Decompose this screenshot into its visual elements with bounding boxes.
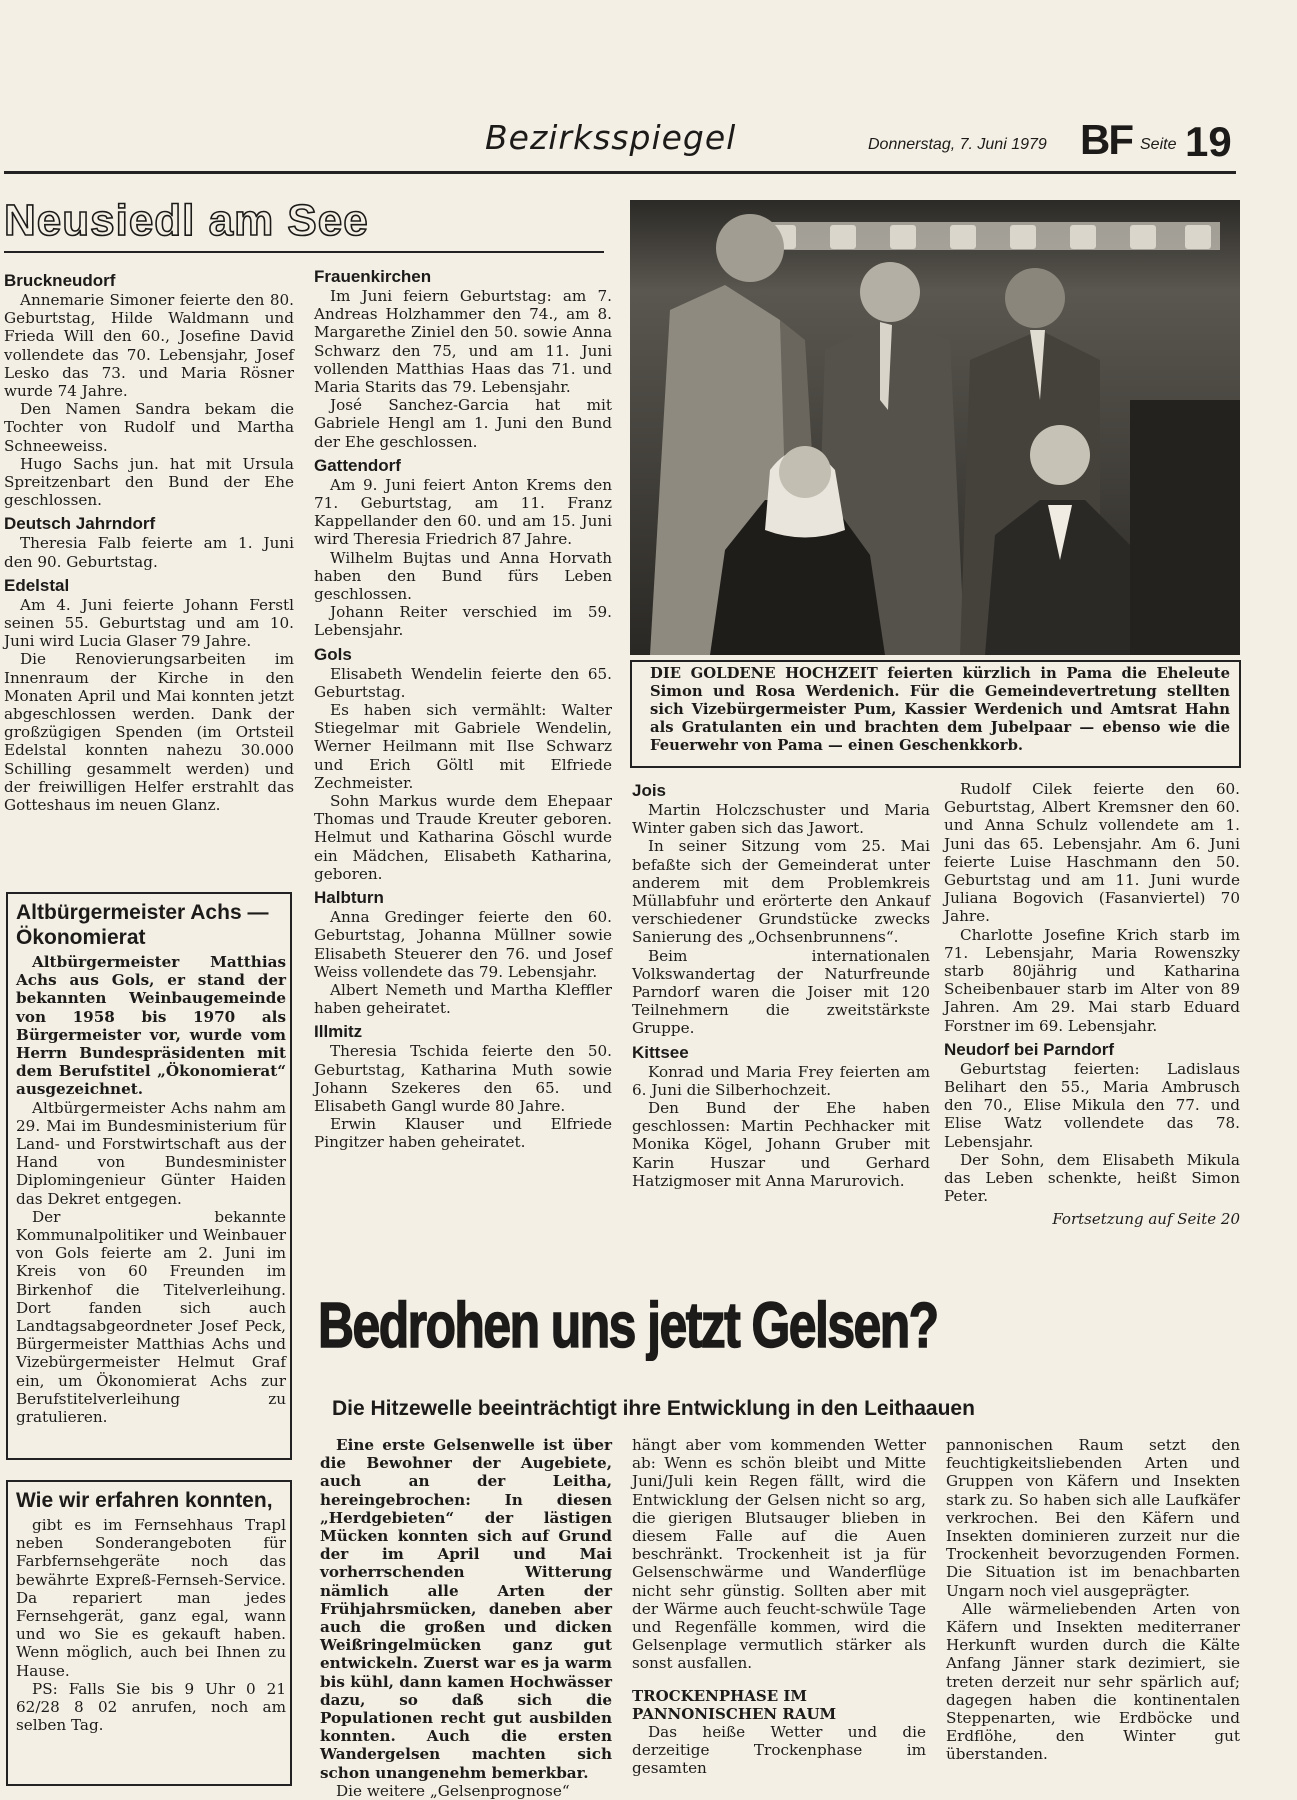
item-gattendorf <box>314 455 612 640</box>
box-paragraph: PS: Falls Sie bis 9 Uhr 0 21 62/28 8 02 anrufen, noch am selben Tag. <box>16 1679 286 1735</box>
header-rule <box>4 171 1236 174</box>
news-paragraph: Im Juni feiern Geburtstag: am 7. Andreas Holzhammer den 74., am 8. Margarethe Ziniel den 50. sowie Anna Schwarz den 75, und am 11. Juni vollenden Matthias Haas das 71. und Maria Starits das 79. Lebensjahr. <box>314 287 612 397</box>
item-deutsch-jahrndorf <box>4 513 294 570</box>
place-heading: Neudorf bei Parndorf <box>944 1039 1115 1059</box>
news-paragraph: Theresia Falb feierte am 1. Juni den 90. Geburtstag. <box>4 534 294 571</box>
news-paragraph: Am 9. Juni feiert Anton Krems den 71. Geburtstag, am 11. Franz Kappellander den 60. und am 15. Juni wird Theresia Friedrich 87 Jahre. <box>314 475 612 549</box>
place-heading: Edelstal <box>4 575 70 595</box>
story-column-1 <box>320 1436 612 1800</box>
place-heading: Halbturn <box>314 888 384 908</box>
news-paragraph: Es haben sich vermählt: Walter Stiegelmar mit Gabriele Wendelin, Werner Heilmann mit Ilse Schwarz und Erich Göltl mit Elfriede Zechmeister. <box>314 701 612 792</box>
box-wie-wir-erfahren-content <box>16 1488 286 1734</box>
story-lead: Eine erste Gelsenwelle ist über die Bewohner der Augebiete, auch an der Leitha, hereingebrochen: In diesen „Herdgebieten“ der lästigen Mücken konnten sich auf Grund der im April und Mai vorherrschenden Witterung nämlich alle Arten der Frühjahrsmücken, daneben aber auch die großen und dicken Weißringelmücken ganz gut entwickeln. Zuerst war es ja warm bis kühl, dann kamen Hochwässer dazu, so daß sich die Populationen recht gut ausbilden konnten. Auch die ersten Wandergelsen machten sich schon unangenehm bemerkbar. <box>320 1436 612 1782</box>
story-paragraph: pannonischen Raum setzt den feuchtigkeitsliebenden Arten und Gruppen von Käfern und Insekten stark zu. So haben sich alle Laufkäfer verkrochen. Bei den Käfern und Insekten dominieren zurzeit nur die Trockenheit bevorzugenden Formen. Die Situation ist im benachbarten Ungarn noch viel ausgeprägter. <box>946 1436 1240 1600</box>
place-heading: Gols <box>314 644 352 664</box>
section-title: Bezirksspiegel <box>485 118 737 157</box>
column-3 <box>632 780 930 1190</box>
place-heading: Jois <box>632 781 667 800</box>
news-paragraph: Den Namen Sandra bekam die Tochter von Rudolf und Martha Schneeweiss. <box>4 400 294 455</box>
news-paragraph: Geburtstag feierten: Ladislaus Belihart den 55., Maria Ambrusch den 70., Elise Mikula den 77. und Elise Watz vollendete das 78. Lebensjahr. <box>944 1059 1240 1151</box>
story-column-3 <box>946 1436 1240 1764</box>
news-paragraph: Sohn Markus wurde dem Ehepaar Thomas und Traude Kreuter geboren. Helmut und Katharina Göschl wurde ein Mädchen, Elisabeth Katharina, geboren. <box>314 792 612 883</box>
item-gols <box>314 644 612 883</box>
story-subhead: Die Hitzewelle beeinträchtigt ihre Entwicklung in den Leithaauen <box>332 1397 975 1420</box>
news-paragraph: Die Renovierungsarbeiten im Innenraum der Kirche in den Monaten April und Mai konnten jetzt abgeschlossen werden. Dank der großzügigen Spenden (im Ortsteil Edelstal konnten nahezu 30.000 Schilling gesammelt werden) und der freiwilligen Helfer erstrahlt das Gotteshaus im neuen Glanz. <box>4 650 294 815</box>
news-paragraph: Anna Gredinger feierte den 60. Geburtstag, Johanna Müllner sowie Elisabeth Steuerer den 76. und Josef Weiss vollendete das 79. Lebensjahr. <box>314 908 612 981</box>
photo-people-image <box>630 200 1240 655</box>
page-number: 19 <box>1185 118 1232 165</box>
story-paragraph: hängt aber vom kommenden Wetter ab: Wenn es schön bleibt und Mitte Juni/Juli kein Regen fällt, wird die Entwicklung der Gelsen nicht so arg, die gierigen Blutsauger blieben in diesem Falle auf die Auen beschränkt. Trockenheit ist ja für Gelsenschwärme und Wanderflüge nicht sehr günstig. Sollten aber mit der Wärme auch feucht-schwüle Tage und Regenfälle kommen, wird die Gelsenplage vermutlich stärker als sonst ausfallen. <box>632 1436 926 1673</box>
photo-caption: DIE GOLDENE HOCHZEIT feierten kürzlich in Pama die Eheleute Simon und Rosa Werdenich. Für die Gemeindevertretung stellten sich Vizebürgermeister Pum, Kassier Werdenich und Amtsrat Hahn als Gratulanten ein und brachten dem Jubelpaar — ebenso wie die Feuerwehr von Pama — einen Geschenkkorb. <box>650 665 1230 754</box>
news-paragraph: Konrad und Maria Frey feierten am 6. Juni die Silberhochzeit. <box>632 1062 930 1099</box>
news-paragraph: Albert Nemeth und Martha Kleffler haben geheiratet. <box>314 980 612 1018</box>
bf-logo: BF <box>1080 116 1132 163</box>
news-paragraph: Hugo Sachs jun. hat mit Ursula Spreitzenbart den Bund der Ehe geschlossen. <box>4 454 294 510</box>
news-paragraph: Wilhelm Bujtas und Anna Horvath haben den Bund fürs Leben geschlossen. <box>314 548 612 604</box>
news-paragraph: Elisabeth Wendelin feierte den 65. Geburtstag. <box>314 664 612 701</box>
place-heading: Deutsch Jahrndorf <box>4 514 156 534</box>
item-halbturn <box>314 887 612 1017</box>
story-headline: Bedrohen uns jetzt Gelsen? <box>318 1289 938 1361</box>
box-paragraph: Der bekannte Kommunalpolitiker und Weinbauer von Gols feierte am 2. Juni im Kreis von 60 Freunden im Birkenhof die Titelverleihung. Dort fanden sich auch Landtagsabgeordneter Josef Peck, Bürgermeister Matthias Achs und Vizebürgermeister Helmut Graf ein, um Ökonomierat Achs zur Berufstitelverleihung zu gratulieren. <box>16 1207 286 1427</box>
news-paragraph: Martin Holczschuster und Maria Winter gaben sich das Jawort. <box>632 801 930 838</box>
news-paragraph: Johann Reiter verschied im 59. Lebensjahr. <box>314 603 612 640</box>
box-title: Altbürgermeister Achs — Ökonomierat <box>16 901 269 949</box>
continued-note: Fortsetzung auf Seite 20 <box>1052 1210 1240 1229</box>
item-continued <box>944 780 1240 1035</box>
news-paragraph: José Sanchez-Garcia hat mit Gabriele Hengl am 1. Juni den Bund der Ehe geschlossen. <box>314 396 612 451</box>
news-paragraph: Der Sohn, dem Elisabeth Mikula das Leben schenkte, heißt Simon Peter. <box>944 1150 1240 1206</box>
story-paragraph: Alle wärmeliebenden Arten von Käfern und Insekten mediterraner Herkunft wurden durch die Kälte Anfang Jänner stark dezimiert, sie treten derzeit nur sehr spärlich auf; dagegen haben die kontinentalen Steppenarten, wie Erdböcke und Erdflöhe, den Winter gut überstanden. <box>946 1599 1240 1764</box>
page-label: Seite <box>1140 136 1177 153</box>
place-heading: Kittsee <box>632 1042 689 1062</box>
news-paragraph: Charlotte Josefine Krich starb im 71. Lebensjahr, Maria Rowenszky starb 80jährig und Katharina Scheibenbauer starb im Alter von 89 Jahren. Am 29. Mai starb Eduard Forstner im 69. Lebensjahr. <box>944 925 1240 1035</box>
item-jois <box>632 780 930 1038</box>
issue-date: Donnerstag, 7. Juni 1979 <box>868 136 1047 153</box>
column-2 <box>314 266 612 1152</box>
item-kittsee <box>632 1042 930 1190</box>
news-photo <box>630 200 1240 655</box>
box-title: Wie wir erfahren konnten, <box>16 1489 273 1512</box>
news-paragraph: Rudolf Cilek feierte den 60. Geburtstag, Albert Kremsner den 60. und Anna Schulz vollendete am 1. Juni das 65. Lebensjahr. Am 6. Juni feierte Luise Haschmann den 50. Geburtstag und am 11. Juni wurde Juliana Bogovich (Fasanviertel) 70 Jahre. <box>944 780 1240 926</box>
place-heading: Illmitz <box>314 1022 363 1042</box>
news-paragraph: Erwin Klauser und Elfriede Pingitzer haben geheiratet. <box>314 1115 612 1152</box>
news-paragraph: In seiner Sitzung vom 25. Mai befaßte sich der Gemeinderat unter anderem mit dem Problemkreis Müllabfuhr und erörterte den Ankauf verschiedener Grundstücke zwecks Sanierung des „Ochsenbrunnens“. <box>632 837 930 947</box>
column-4 <box>944 780 1240 1229</box>
column-1 <box>4 266 294 814</box>
item-edelstal <box>4 575 294 814</box>
box-paragraph: gibt es im Fernsehhaus Trapl neben Sonderangeboten für Farbfernsehgeräte noch das bewährte Expreß-Fernseh-Service. Da repariert man jedes Fernsehgerät, ganz egal, wann und wo Sie es gekauft haben. Wenn möglich, auch bei Ihnen zu Hause. <box>16 1516 286 1680</box>
place-heading: Frauenkirchen <box>314 267 432 286</box>
region-title: Neusiedl am See <box>4 196 369 245</box>
box-oekonomierat-content <box>16 900 286 1426</box>
place-heading: Gattendorf <box>314 455 401 475</box>
news-paragraph: Am 4. Juni feierte Johann Ferstl seinen 55. Geburtstag und am 10. Juni wird Lucia Glaser 79 Jahre. <box>4 595 294 651</box>
story-column-2 <box>632 1436 926 1777</box>
item-neudorf <box>944 1039 1240 1206</box>
story-paragraph: Das heiße Wetter und die derzeitige Trockenphase im gesamten <box>632 1722 926 1778</box>
place-heading: Bruckneudorf <box>4 271 116 290</box>
news-paragraph: Den Bund der Ehe haben geschlossen: Martin Pechhacker mit Monika Kögel, Johann Gruber mit Karin Huszar und Gerhard Hatzigmoser mit Anna Marurovich. <box>632 1099 930 1190</box>
item-frauenkirchen <box>314 266 612 451</box>
story-subheading: TROCKENPHASE IM PANNONISCHEN RAUM <box>632 1686 837 1723</box>
item-bruckneudorf <box>4 270 294 509</box>
story-paragraph: Die weitere „Gelsenprognose“ <box>336 1781 570 1800</box>
item-illmitz <box>314 1021 612 1151</box>
region-rule <box>4 251 604 253</box>
news-paragraph: Beim internationalen Volkswandertag der Naturfreunde Parndorf waren die Joiser mit 120 Teilnehmern die zweitstärkste Gruppe. <box>632 946 930 1038</box>
box-lead: Altbürgermeister Matthias Achs aus Gols, er stand der bekannten Weinbaugemeinde von 1958 bis 1970 als Bürgermeister vor, wurde vom Herrn Bundespräsidenten mit dem Berufstitel „Ökonomierat“ ausgezeichnet. <box>16 953 286 1099</box>
box-paragraph: Altbürgermeister Achs nahm am 29. Mai im Bundesministerium für Land- und Forstwirtschaft aus der Hand von Bundesminister Diplomingenieur Günter Haiden das Dekret entgegen. <box>16 1098 286 1208</box>
news-paragraph: Annemarie Simoner feierte den 80. Geburtstag, Hilde Waldmann und Frieda Will den 60., Josefine David vollendete das 70. Lebensjahr, Josef Lesko das 73. und Maria Rösner wurde 74 Jahre. <box>4 291 294 401</box>
news-paragraph: Theresia Tschida feierte den 50. Geburtstag, Katharina Muth sowie Johann Szekeres den 65. und Elisabeth Gangl wurde 80 Jahre. <box>314 1042 612 1115</box>
